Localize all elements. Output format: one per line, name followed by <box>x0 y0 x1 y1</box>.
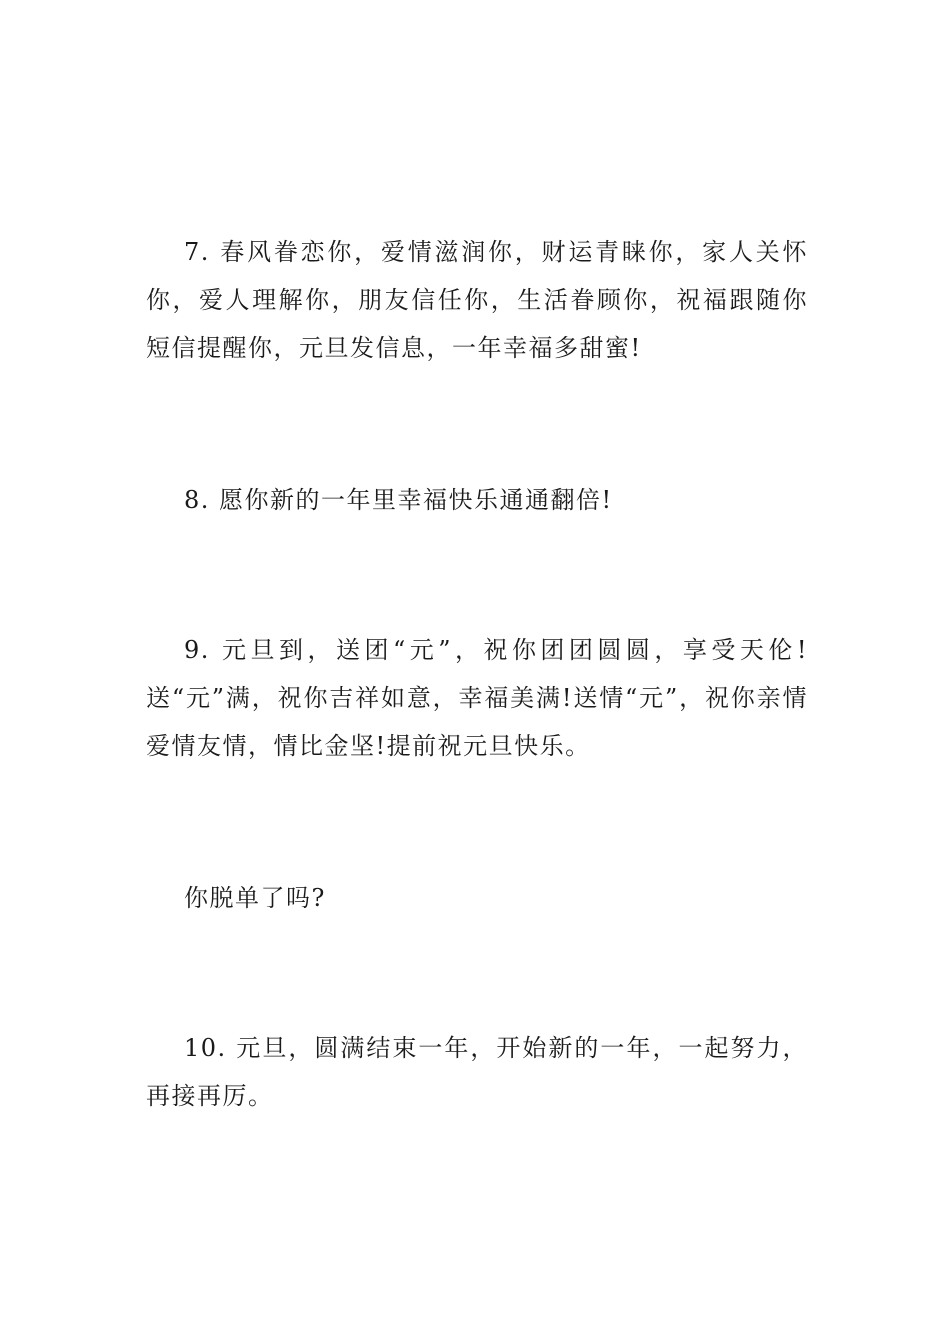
paragraph-question: 你脱单了吗? <box>184 884 326 912</box>
paragraph-10: 10. 元旦，圆满结束一年，开始新的一年，一起努力，再接再厉。 <box>146 1034 808 1110</box>
paragraph-9: 9. 元旦到，送团“元”，祝你团团圆圆，享受天伦!送“元”满，祝你吉祥如意，幸福美满!送情“元”，祝你亲情爱情友情，情比金坚!提前祝元旦快乐。 <box>146 636 808 760</box>
paragraph-8: 8. 愿你新的一年里幸福快乐通通翻倍! <box>184 486 613 514</box>
paragraph-7: 7. 春风眷恋你，爱情滋润你，财运青睐你，家人关怀你，爱人理解你，朋友信任你，生活眷顾你，祝福跟随你短信提醒你，元旦发信息，一年幸福多甜蜜! <box>146 238 808 362</box>
